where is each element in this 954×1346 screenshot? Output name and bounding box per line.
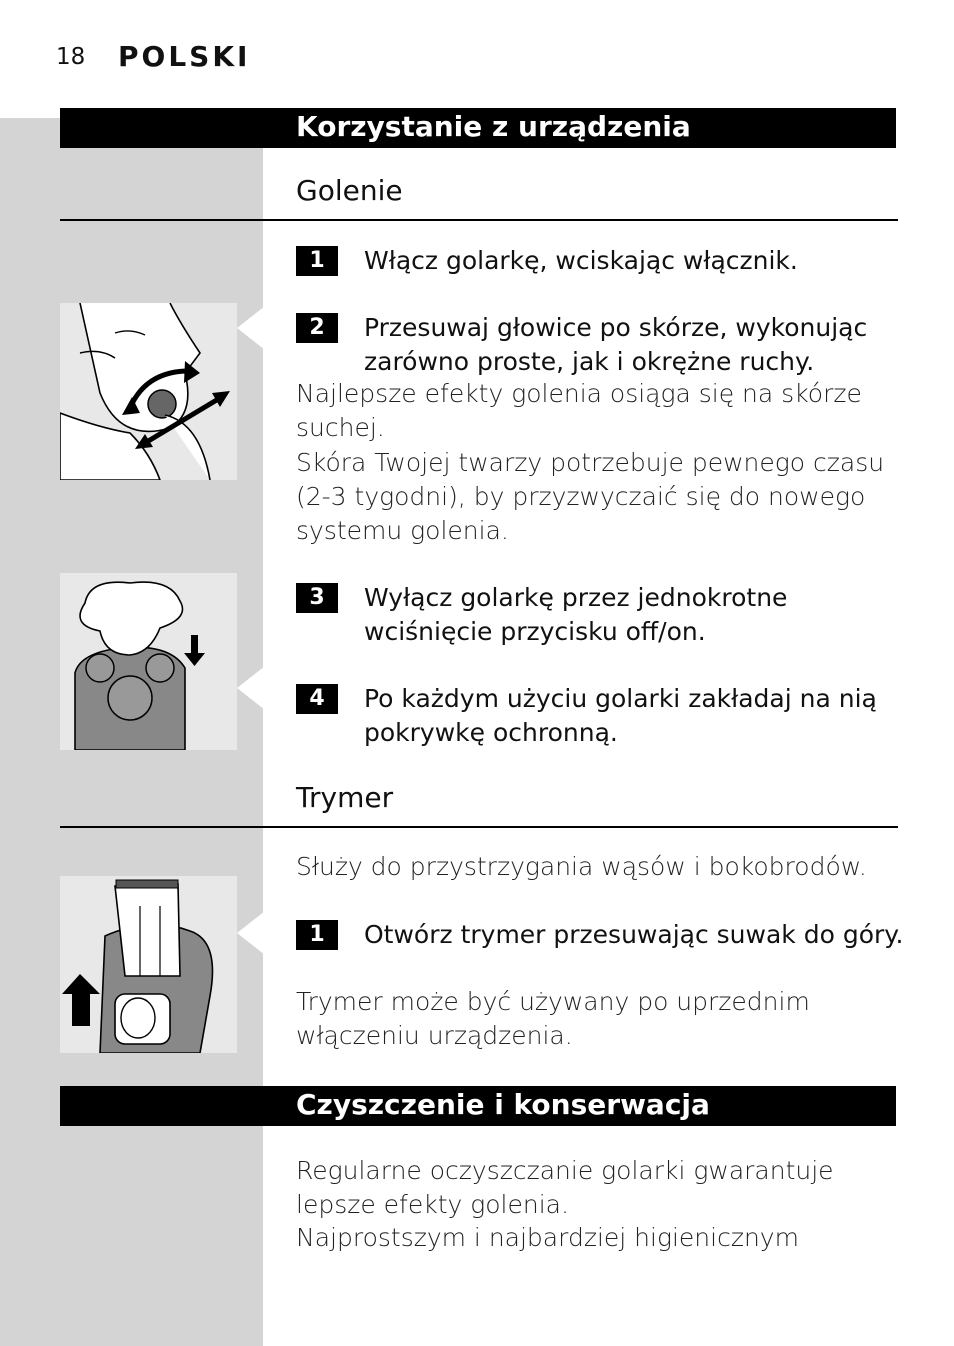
cleaning-paragraph-1: Regularne oczyszczanie golarki gwarantuje lepsze efekty golenia.: [296, 1156, 834, 1219]
section-title-usage: Korzystanie z urządzenia: [296, 110, 691, 143]
face-shaving-drawing: [60, 303, 237, 480]
step-number: 1: [296, 246, 338, 276]
illustration-face-shaving: [60, 303, 237, 480]
step-number: 1: [296, 920, 338, 950]
protective-cap-drawing: [60, 573, 237, 750]
section-bar-usage: [60, 108, 896, 148]
step-text: Przesuwaj głowice po skórze, wykonując zarówno proste, jak i okrężne ruchy.: [364, 313, 868, 376]
illustration-protective-cap: [60, 573, 237, 750]
subtitle-shaving: Golenie: [296, 174, 403, 207]
trimmer-intro: Służy do przystrzygania wąsów i bokobrodów.: [296, 852, 867, 881]
illustration-trimmer: [60, 876, 237, 1053]
section-title-cleaning: Czyszczenie i konserwacja: [296, 1088, 710, 1121]
step-text: Wyłącz golarkę przez jednokrotne wciśnięcie przycisku off/on.: [364, 583, 788, 646]
language-heading: POLSKI: [118, 40, 251, 73]
illustration-pointer: [237, 911, 265, 955]
section-bar-cleaning: [60, 1086, 896, 1126]
trimmer-drawing: [60, 876, 237, 1053]
step-text: Po każdym użyciu golarki zakładaj na nią pokrywkę ochronną.: [364, 684, 877, 747]
note-dry-skin: Najlepsze efekty golenia osiąga się na skórze suchej.: [296, 379, 862, 442]
trimmer-note: Trymer może być używany po uprzednim włączeniu urządzenia.: [296, 987, 810, 1050]
cleaning-paragraph-2: Najprostszym i najbardziej higienicznym: [296, 1223, 799, 1252]
step-text: Otwórz trymer przesuwając suwak do góry.: [364, 920, 904, 949]
subtitle-trimmer: Trymer: [296, 781, 394, 814]
divider-rule: [60, 826, 898, 828]
step-number: 2: [296, 313, 338, 343]
illustration-pointer: [237, 666, 265, 710]
step-number: 3: [296, 583, 338, 613]
page-number: 18: [56, 44, 86, 70]
illustration-pointer: [237, 306, 265, 350]
divider-rule: [60, 219, 898, 221]
step-text: Włącz golarkę, wciskając włącznik.: [364, 246, 798, 275]
note-adaptation: Skóra Twojej twarzy potrzebuje pewnego czasu (2-3 tygodni), by przyzwyczaić się do nowego systemu golenia.: [296, 448, 885, 545]
step-number: 4: [296, 684, 338, 714]
